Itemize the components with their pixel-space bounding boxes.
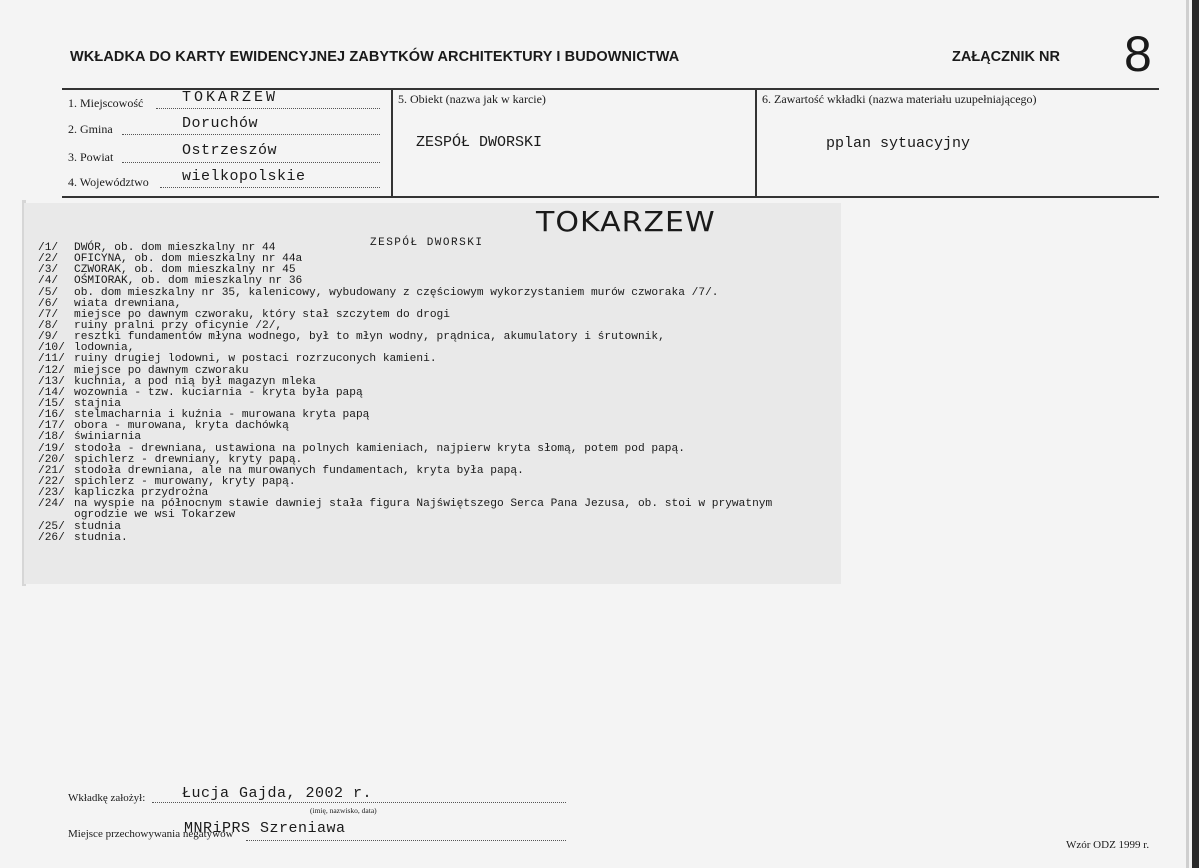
form-title: WKŁADKA DO KARTY EWIDENCYJNEJ ZABYTKÓW ARCHITEKTURY I BUDOWNICTWA <box>70 49 680 65</box>
miejsce-value[interactable]: MNRiPRS Szreniawa <box>184 820 346 837</box>
list-item <box>38 421 772 432</box>
list-item-text: DWÓR, ob. dom mieszkalny nr 44 <box>74 242 276 254</box>
card-edge-shadow <box>1186 0 1189 868</box>
object-value[interactable]: ZESPÓŁ DWORSKI <box>416 134 543 151</box>
miejscowosc-label: 1. Miejscowość <box>68 96 144 110</box>
contents-value[interactable]: pplan sytuacyjny <box>826 135 971 152</box>
list-item-text: spichlerz - drewniany, kryty papą. <box>74 453 303 466</box>
list-item <box>38 533 772 544</box>
list-item <box>38 510 772 521</box>
list-item-number: /24/ <box>38 498 65 511</box>
list-item-number: /25/ <box>38 520 65 533</box>
list-item-text: stelmacharnia i kuźnia - murowana kryta papą <box>74 409 370 422</box>
list-item-number: /5/ <box>38 286 59 299</box>
list-item-text: stajnia <box>74 397 121 410</box>
gmina-dotted-line <box>122 134 380 135</box>
list-item-number: /13/ <box>38 375 65 388</box>
list-item <box>38 332 772 343</box>
form-template-version: Wzór ODZ 1999 r. <box>1066 839 1150 851</box>
list-item-number: /26/ <box>38 531 65 544</box>
list-item-text: wozownia - tzw. kuciarnia - kryta była papą <box>74 386 363 399</box>
zalozyl-value[interactable]: Łucja Gajda, 2002 r. <box>182 785 373 802</box>
list-item-text: CZWORAK, ob. dom mieszkalny nr 45 <box>74 264 296 277</box>
contents-label: 6. Zawartość wkładki (nazwa materiału uzupełniającego) <box>762 92 1037 106</box>
list-item-text: ob. dom mieszkalny nr 35, kalenicowy, wybudowany z częściowym wykorzystaniem murów czworaka /7/. <box>74 286 719 299</box>
powiat-dotted-line <box>122 162 380 163</box>
monument-list <box>38 243 772 544</box>
list-item-number: /23/ <box>38 487 65 500</box>
list-item-text: wiata drewniana, <box>74 297 182 310</box>
list-item-text: spichlerz - murowany, kryty papą. <box>74 475 296 488</box>
powiat-label: 3. Powiat <box>68 150 114 164</box>
wojewodztwo-dotted-line <box>160 187 380 188</box>
gmina-label: 2. Gmina <box>68 122 113 136</box>
list-item-text: ruiny drugiej lodowni, w postaci rozrzuconych kamieni. <box>74 353 437 366</box>
list-item-text: kuchnia, a pod nią był magazyn mleka <box>74 375 316 388</box>
list-item-number: /3/ <box>38 264 59 277</box>
list-item-number: /17/ <box>38 420 65 433</box>
list-item-number: /11/ <box>38 353 65 366</box>
zalozyl-label: Wkładkę założył: <box>68 792 146 804</box>
list-item-text: kapliczka przydrożna <box>74 487 209 500</box>
sheet-heading: ZESPÓŁ DWORSKI <box>370 237 484 249</box>
header-rule-bottom <box>62 196 1159 198</box>
zalozyl-sublabel: (imię, nazwisko, data) <box>310 806 377 815</box>
attachment-number: 8 <box>1124 26 1152 82</box>
list-item <box>38 522 772 533</box>
miejscowosc-value[interactable]: TOKARZEW <box>182 89 279 106</box>
list-item-text: ruiny pralni przy oficynie /2/, <box>74 319 283 332</box>
list-item-text: resztki fundamentów młyna wodnego, był to młyn wodny, prądnica, akumulatory i śrutownik, <box>74 331 665 344</box>
list-item-number: /16/ <box>38 409 65 422</box>
list-item-text: na wyspie na północnym stawie dawniej stała figura Najświętszego Serca Pana Jezusa, ob. stoi w prywatnym <box>74 498 773 511</box>
miejscowosc-dotted-line <box>156 108 380 109</box>
list-item-number: /4/ <box>38 275 59 288</box>
powiat-value[interactable]: Ostrzeszów <box>182 142 278 159</box>
list-item-number: /12/ <box>38 364 65 377</box>
list-item-number: /9/ <box>38 331 59 344</box>
list-item-number: /10/ <box>38 342 65 355</box>
list-item-number: /20/ <box>38 453 65 466</box>
list-item-number: /19/ <box>38 442 65 455</box>
list-item-number: /15/ <box>38 397 65 410</box>
list-item-text: lodownia, <box>74 342 135 355</box>
attachment-label: ZAŁĄCZNIK NR <box>952 49 1060 65</box>
list-item-text: obora - murowana, kryta dachówką <box>74 420 289 433</box>
list-item-number: /2/ <box>38 253 59 266</box>
object-label: 5. Obiekt (nazwa jak w karcie) <box>398 92 546 106</box>
list-item-text: OŚMIORAK, ob. dom mieszkalny nr 36 <box>74 275 303 288</box>
list-item-text: miejsce po dawnym czworaku, który stał szczytem do drogi <box>74 308 450 321</box>
list-item-text: studnia <box>74 520 121 533</box>
list-item-text: miejsce po dawnym czworaku <box>74 364 249 377</box>
list-item-number: /14/ <box>38 386 65 399</box>
card-edge <box>1192 0 1199 868</box>
list-item-text: stodoła drewniana, ale na murowanych fundamentach, kryta była papą. <box>74 464 524 477</box>
wojewodztwo-label: 4. Województwo <box>68 175 149 189</box>
list-item-text: OFICYNA, ob. dom mieszkalny nr 44a <box>74 253 303 266</box>
list-item-number: /22/ <box>38 475 65 488</box>
zalozyl-dotted-line <box>152 802 566 803</box>
list-item-number: /1/ <box>38 242 59 254</box>
miejsce-dotted-line <box>246 840 566 841</box>
list-item <box>38 388 772 399</box>
wojewodztwo-value[interactable]: wielkopolskie <box>182 168 306 185</box>
column-divider-1 <box>391 88 393 197</box>
list-item-text: ogrodzie we wsi Tokarzew <box>74 509 236 522</box>
column-divider-2 <box>755 88 757 197</box>
miejsce-label: Miejsce przechowywania negatywów <box>68 828 234 840</box>
list-item-text: studnia. <box>74 531 128 544</box>
list-item-number: /21/ <box>38 464 65 477</box>
list-item-text: świniarnia <box>74 431 142 444</box>
list-item-number: /18/ <box>38 431 65 444</box>
list-item-number: /7/ <box>38 308 59 321</box>
list-item-number: /8/ <box>38 319 59 332</box>
handwritten-title: TOKARZEW <box>536 206 716 239</box>
list-item-text: stodoła - drewniana, ustawiona na polnych kamieniach, najpierw kryta słomą, potem pod papą. <box>74 442 685 455</box>
gmina-value[interactable]: Doruchów <box>182 115 259 132</box>
list-item-number: /6/ <box>38 297 59 310</box>
